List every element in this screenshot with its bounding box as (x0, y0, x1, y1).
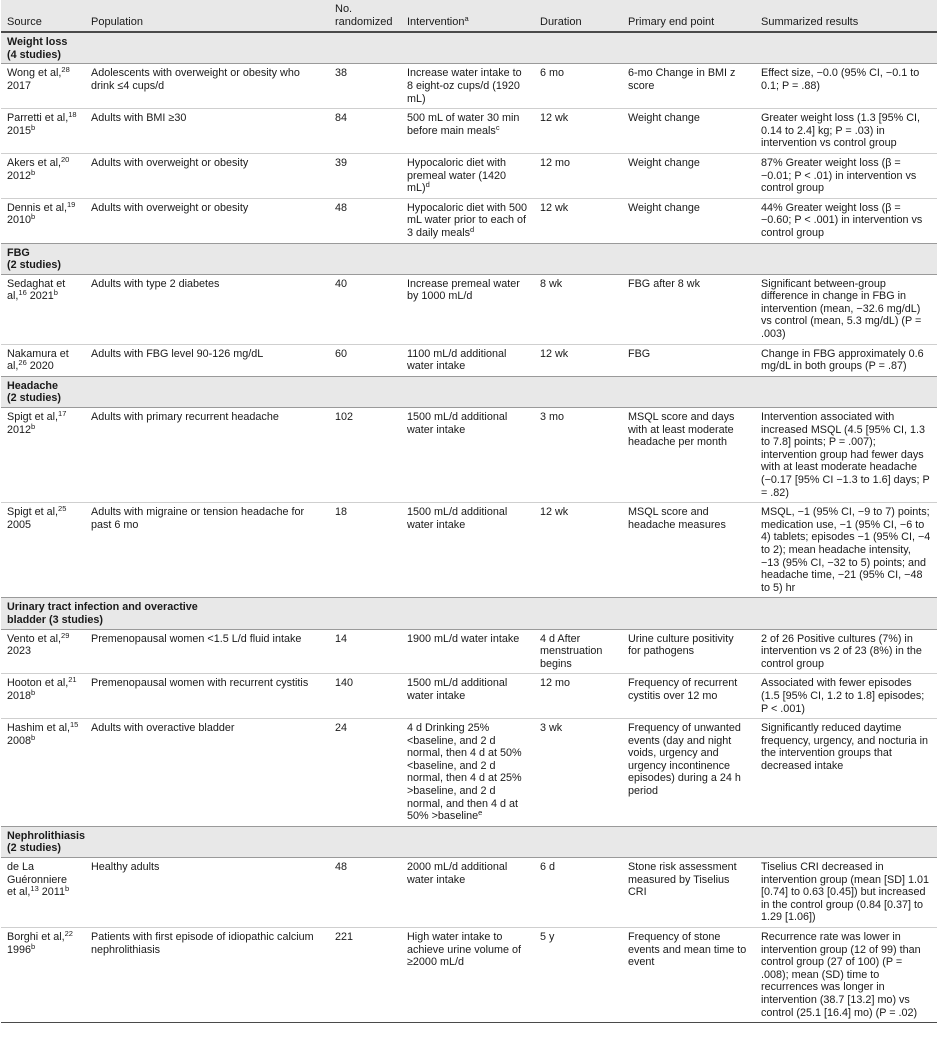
studies-table (1, 0, 937, 1023)
source-reference: 20 (61, 154, 70, 164)
cell-endpoint: Frequency of unwanted events (day and night voids, urgency and urgency incontinence episodes) during a 24 h period (622, 719, 755, 827)
section-title: Weight loss (4 studies) (1, 32, 937, 64)
cell-source (1, 719, 85, 827)
source-year: 2012 (7, 423, 32, 436)
intervention-text: 2000 mL/d additional water intake (407, 861, 508, 886)
table-row (1, 858, 937, 928)
section-title: Nephrolithiasis (2 studies) (1, 826, 937, 857)
cell-endpoint: Frequency of stone events and mean time to event (622, 928, 755, 1023)
cell-source (1, 858, 85, 928)
header-source: Source (1, 0, 85, 32)
cell-n-randomized: 48 (329, 198, 401, 243)
table-row (1, 109, 937, 154)
section-row (1, 243, 937, 274)
cell-duration: 3 wk (534, 719, 622, 827)
source-authors: Spigt et al, (7, 506, 59, 519)
cell-endpoint: Frequency of recurrent cystitis over 12 mo (622, 674, 755, 719)
cell-n-randomized: 221 (329, 928, 401, 1023)
cell-source (1, 344, 85, 376)
cell-n-randomized: 38 (329, 64, 401, 109)
source-reference: 25 (58, 504, 67, 514)
source-reference: 26 (18, 358, 27, 368)
cell-population: Adults with overweight or obesity (85, 198, 329, 243)
table-row (1, 629, 937, 674)
intervention-text: Hypocaloric diet with premeal water (1420 mL) (407, 156, 507, 195)
source-footnote: b (31, 941, 36, 951)
header-n-randomized (329, 0, 401, 32)
cell-source (1, 928, 85, 1023)
cell-results: Associated with fewer episodes (1.5 [95% CI, 1.2 to 1.8] episodes; P < .001) (755, 674, 937, 719)
header-n-line1: No. (335, 3, 353, 15)
section-title: Urinary tract infection and overactive bladder (3 studies) (1, 598, 937, 629)
cell-population: Adults with overactive bladder (85, 719, 329, 827)
section-title: FBG (2 studies) (1, 243, 937, 274)
cell-population: Adults with overweight or obesity (85, 153, 329, 198)
cell-intervention (401, 928, 534, 1023)
source-reference: 17 (58, 409, 67, 419)
intervention-footnote: e (478, 808, 483, 818)
source-authors: Parretti et al, (7, 112, 69, 125)
cell-n-randomized: 60 (329, 344, 401, 376)
intervention-text: High water intake to achieve urine volume of ≥2000 mL/d (407, 931, 522, 969)
source-year: 2015 (7, 124, 32, 137)
source-year: 2011 (38, 886, 65, 899)
cell-intervention (401, 629, 534, 674)
cell-population: Adults with primary recurrent headache (85, 408, 329, 503)
cell-duration: 4 d After menstruation begins (534, 629, 622, 674)
source-year: 2017 (7, 79, 32, 92)
table-row (1, 153, 937, 198)
cell-n-randomized: 40 (329, 274, 401, 344)
cell-endpoint: FBG after 8 wk (622, 274, 755, 344)
intervention-footnote: d (425, 180, 430, 190)
table-row (1, 408, 937, 503)
source-authors: Nakamura et al, (7, 347, 69, 373)
source-authors: Dennis et al, (7, 201, 68, 214)
source-authors: de La Guéronniere et al, (7, 861, 68, 899)
source-reference: 29 (61, 630, 70, 640)
header-intervention (401, 0, 534, 32)
header-intervention-footnote: a (464, 13, 469, 23)
cell-results: Intervention associated with increased MSQL (4.5 [95% CI, 1.3 to 7.8] points; P = .007); intervention group had fewer days with at least moderate headache (−0.17 [95% CI −1.3 to 1.6] days; P = .82) (755, 408, 937, 503)
cell-endpoint: MSQL score and headache measures (622, 503, 755, 598)
cell-results: Greater weight loss (1.3 [95% CI, 0.14 to 2.4] kg; P = .03) in intervention vs control group (755, 109, 937, 154)
cell-results: Tiselius CRI decreased in intervention group (mean [SD] 1.01 [0.74] to 0.63 [0.45]) but increased in the control group (0.84 [0.37] to 1.29 [1.06]) (755, 858, 937, 928)
intervention-text: 1500 mL/d additional water intake (407, 506, 508, 531)
table-row (1, 674, 937, 719)
cell-duration: 12 mo (534, 153, 622, 198)
source-reference: 22 (64, 929, 73, 938)
cell-endpoint: MSQL score and days with at least moderate headache per month (622, 408, 755, 503)
table-body (1, 32, 937, 1022)
header-endpoint: Primary end point (622, 0, 755, 32)
cell-population: Adults with FBG level 90-126 mg/dL (85, 344, 329, 376)
cell-n-randomized: 39 (329, 153, 401, 198)
source-authors: Vento et al, (7, 632, 62, 645)
cell-results: Change in FBG approximately 0.6 mg/dL in both groups (P = .87) (755, 344, 937, 376)
cell-endpoint: Weight change (622, 153, 755, 198)
cell-intervention (401, 198, 534, 243)
source-authors: Wong et al, (7, 67, 62, 80)
cell-endpoint: Urine culture positivity for pathogens (622, 629, 755, 674)
cell-intervention (401, 503, 534, 598)
source-footnote: b (53, 288, 58, 298)
section-title: Headache (2 studies) (1, 376, 937, 407)
cell-endpoint: Weight change (622, 198, 755, 243)
cell-intervention (401, 719, 534, 827)
table-row (1, 198, 937, 243)
source-footnote: b (31, 212, 36, 222)
cell-population: Healthy adults (85, 858, 329, 928)
cell-duration: 12 wk (534, 198, 622, 243)
table-row (1, 719, 937, 827)
cell-duration: 12 wk (534, 344, 622, 376)
cell-n-randomized: 140 (329, 674, 401, 719)
header-results: Summarized results (755, 0, 937, 32)
source-year: 2005 (7, 518, 32, 531)
cell-duration: 12 wk (534, 109, 622, 154)
cell-endpoint: FBG (622, 344, 755, 376)
cell-duration: 6 mo (534, 64, 622, 109)
source-authors: Hashim et al, (7, 722, 71, 735)
header-duration: Duration (534, 0, 622, 32)
cell-results: MSQL, −1 (95% CI, −9 to 7) points; medication use, −1 (95% CI, −6 to 4) tablets; episodes −1 (95% CI, −4 to 2); mean headache intensity, −13 (95% CI, −32 to 5) points; and headache time, −21 (95% CI, −48 to 5) hr (755, 503, 937, 598)
source-footnote: b (64, 884, 70, 894)
table-row (1, 274, 937, 344)
intervention-text: 1900 mL/d water intake (407, 632, 520, 645)
source-year: 2010 (7, 214, 32, 227)
cell-intervention (401, 858, 534, 928)
cell-duration: 5 y (534, 928, 622, 1023)
intervention-text: Increase premeal water by 1000 mL/d (407, 277, 520, 303)
intervention-footnote: c (495, 122, 500, 132)
cell-source (1, 408, 85, 503)
cell-population: Adults with migraine or tension headache for past 6 mo (85, 503, 329, 598)
source-footnote: b (31, 167, 36, 177)
cell-source (1, 503, 85, 598)
table-row (1, 64, 937, 109)
section-row (1, 826, 937, 857)
cell-results: Effect size, −0.0 (95% CI, −0.1 to 0.1; P = .88) (755, 64, 937, 109)
studies-table-container (1, 0, 931, 1023)
cell-intervention (401, 408, 534, 503)
source-authors: Sedaghat et al, (7, 277, 66, 303)
intervention-text: Hypocaloric diet with 500 mL water prior to each of 3 daily meals (407, 201, 528, 239)
source-year: 2023 (7, 645, 32, 658)
source-year: 2018 (7, 689, 32, 702)
cell-duration: 12 mo (534, 674, 622, 719)
section-row (1, 376, 937, 407)
cell-results: Significantly reduced daytime frequency, urgency, and nocturia in the intervention groups that decreased intake (755, 719, 937, 827)
cell-source (1, 109, 85, 154)
cell-population: Adolescents with overweight or obesity who drink ≤4 cups/d (85, 64, 329, 109)
cell-duration: 3 mo (534, 408, 622, 503)
cell-population: Adults with type 2 diabetes (85, 274, 329, 344)
intervention-text: 500 mL of water 30 min before main meals (407, 112, 520, 137)
cell-results: 87% Greater weight loss (β = −0.01; P < .01) in intervention vs control group (755, 153, 937, 198)
cell-results: 2 of 26 Positive cultures (7%) in intervention vs 2 of 23 (8%) in the control group (755, 629, 937, 674)
table-row (1, 503, 937, 598)
source-year: 2021 (26, 290, 54, 303)
cell-intervention (401, 274, 534, 344)
header-intervention-label: Intervention (407, 15, 465, 28)
cell-intervention (401, 109, 534, 154)
cell-duration: 12 wk (534, 503, 622, 598)
section-row (1, 32, 937, 64)
cell-source (1, 274, 85, 344)
cell-n-randomized: 102 (329, 408, 401, 503)
cell-duration: 6 d (534, 858, 622, 928)
source-reference: 19 (67, 199, 76, 209)
source-year: 2012 (7, 169, 32, 182)
cell-n-randomized: 18 (329, 503, 401, 598)
intervention-text: 4 d Drinking 25% <baseline, and 2 d normal, then 4 d at 50% <baseline, and 2 d normal, then 4 d at 25% >baseline, and 2 d normal, and then 4 d at 50% >baseline (407, 722, 522, 823)
source-reference: 15 (70, 720, 79, 730)
source-reference: 13 (30, 884, 39, 894)
cell-population: Premenopausal women <1.5 L/d fluid intake (85, 629, 329, 674)
source-year: 2008 (7, 734, 32, 747)
source-reference: 18 (68, 110, 77, 120)
source-year: 1996 (7, 943, 32, 956)
cell-intervention (401, 674, 534, 719)
cell-endpoint: 6-mo Change in BMI z score (622, 64, 755, 109)
cell-source (1, 629, 85, 674)
cell-n-randomized: 24 (329, 719, 401, 827)
cell-population: Adults with BMI ≥30 (85, 109, 329, 154)
cell-population: Patients with first episode of idiopathic calcium nephrolithiasis (85, 928, 329, 1023)
cell-source (1, 674, 85, 719)
source-footnote: b (31, 687, 36, 697)
source-reference: 28 (61, 65, 70, 75)
intervention-text: 1500 mL/d additional water intake (407, 677, 508, 702)
cell-source (1, 198, 85, 243)
header-population: Population (85, 0, 329, 32)
source-authors: Borghi et al, (7, 931, 65, 943)
cell-endpoint: Stone risk assessment measured by Tiselius CRI (622, 858, 755, 928)
section-row (1, 598, 937, 629)
cell-population: Premenopausal women with recurrent cystitis (85, 674, 329, 719)
source-authors: Spigt et al, (7, 411, 59, 424)
intervention-footnote: d (470, 224, 475, 234)
cell-source (1, 64, 85, 109)
cell-n-randomized: 14 (329, 629, 401, 674)
cell-results: 44% Greater weight loss (β = −0.60; P < .001) in intervention vs control group (755, 198, 937, 243)
cell-endpoint: Weight change (622, 109, 755, 154)
cell-intervention (401, 153, 534, 198)
cell-intervention (401, 64, 534, 109)
source-authors: Hooton et al, (7, 677, 69, 690)
cell-duration: 8 wk (534, 274, 622, 344)
source-footnote: b (31, 122, 36, 132)
header-n-line2: randomized (335, 15, 393, 28)
cell-n-randomized: 84 (329, 109, 401, 154)
source-footnote: b (31, 421, 36, 431)
cell-n-randomized: 48 (329, 858, 401, 928)
intervention-text: 1100 mL/d additional water intake (407, 347, 507, 373)
intervention-text: Increase water intake to 8 eight-oz cups/d (1920 mL) (407, 67, 522, 105)
cell-results: Recurrence rate was lower in intervention group (12 of 99) than control group (27 of 100) (P = .008); mean (SD) time to recurrences was longer in intervention (38.7 [13.2] mo) vs control (25.1 [16.4] mo) (P = .02) (755, 928, 937, 1023)
table-row (1, 928, 937, 1023)
source-year: 2020 (26, 360, 54, 373)
source-footnote: b (31, 732, 36, 742)
source-reference: 16 (18, 288, 27, 298)
table-row (1, 344, 937, 376)
cell-results: Significant between-group difference in change in FBG in intervention (mean, −32.6 mg/dL) vs control (mean, 5.3 mg/dL) (P = .003) (755, 274, 937, 344)
cell-source (1, 153, 85, 198)
table-header (1, 0, 937, 32)
source-reference: 21 (68, 675, 77, 685)
intervention-text: 1500 mL/d additional water intake (407, 411, 508, 436)
source-authors: Akers et al, (7, 156, 62, 169)
cell-intervention (401, 344, 534, 376)
